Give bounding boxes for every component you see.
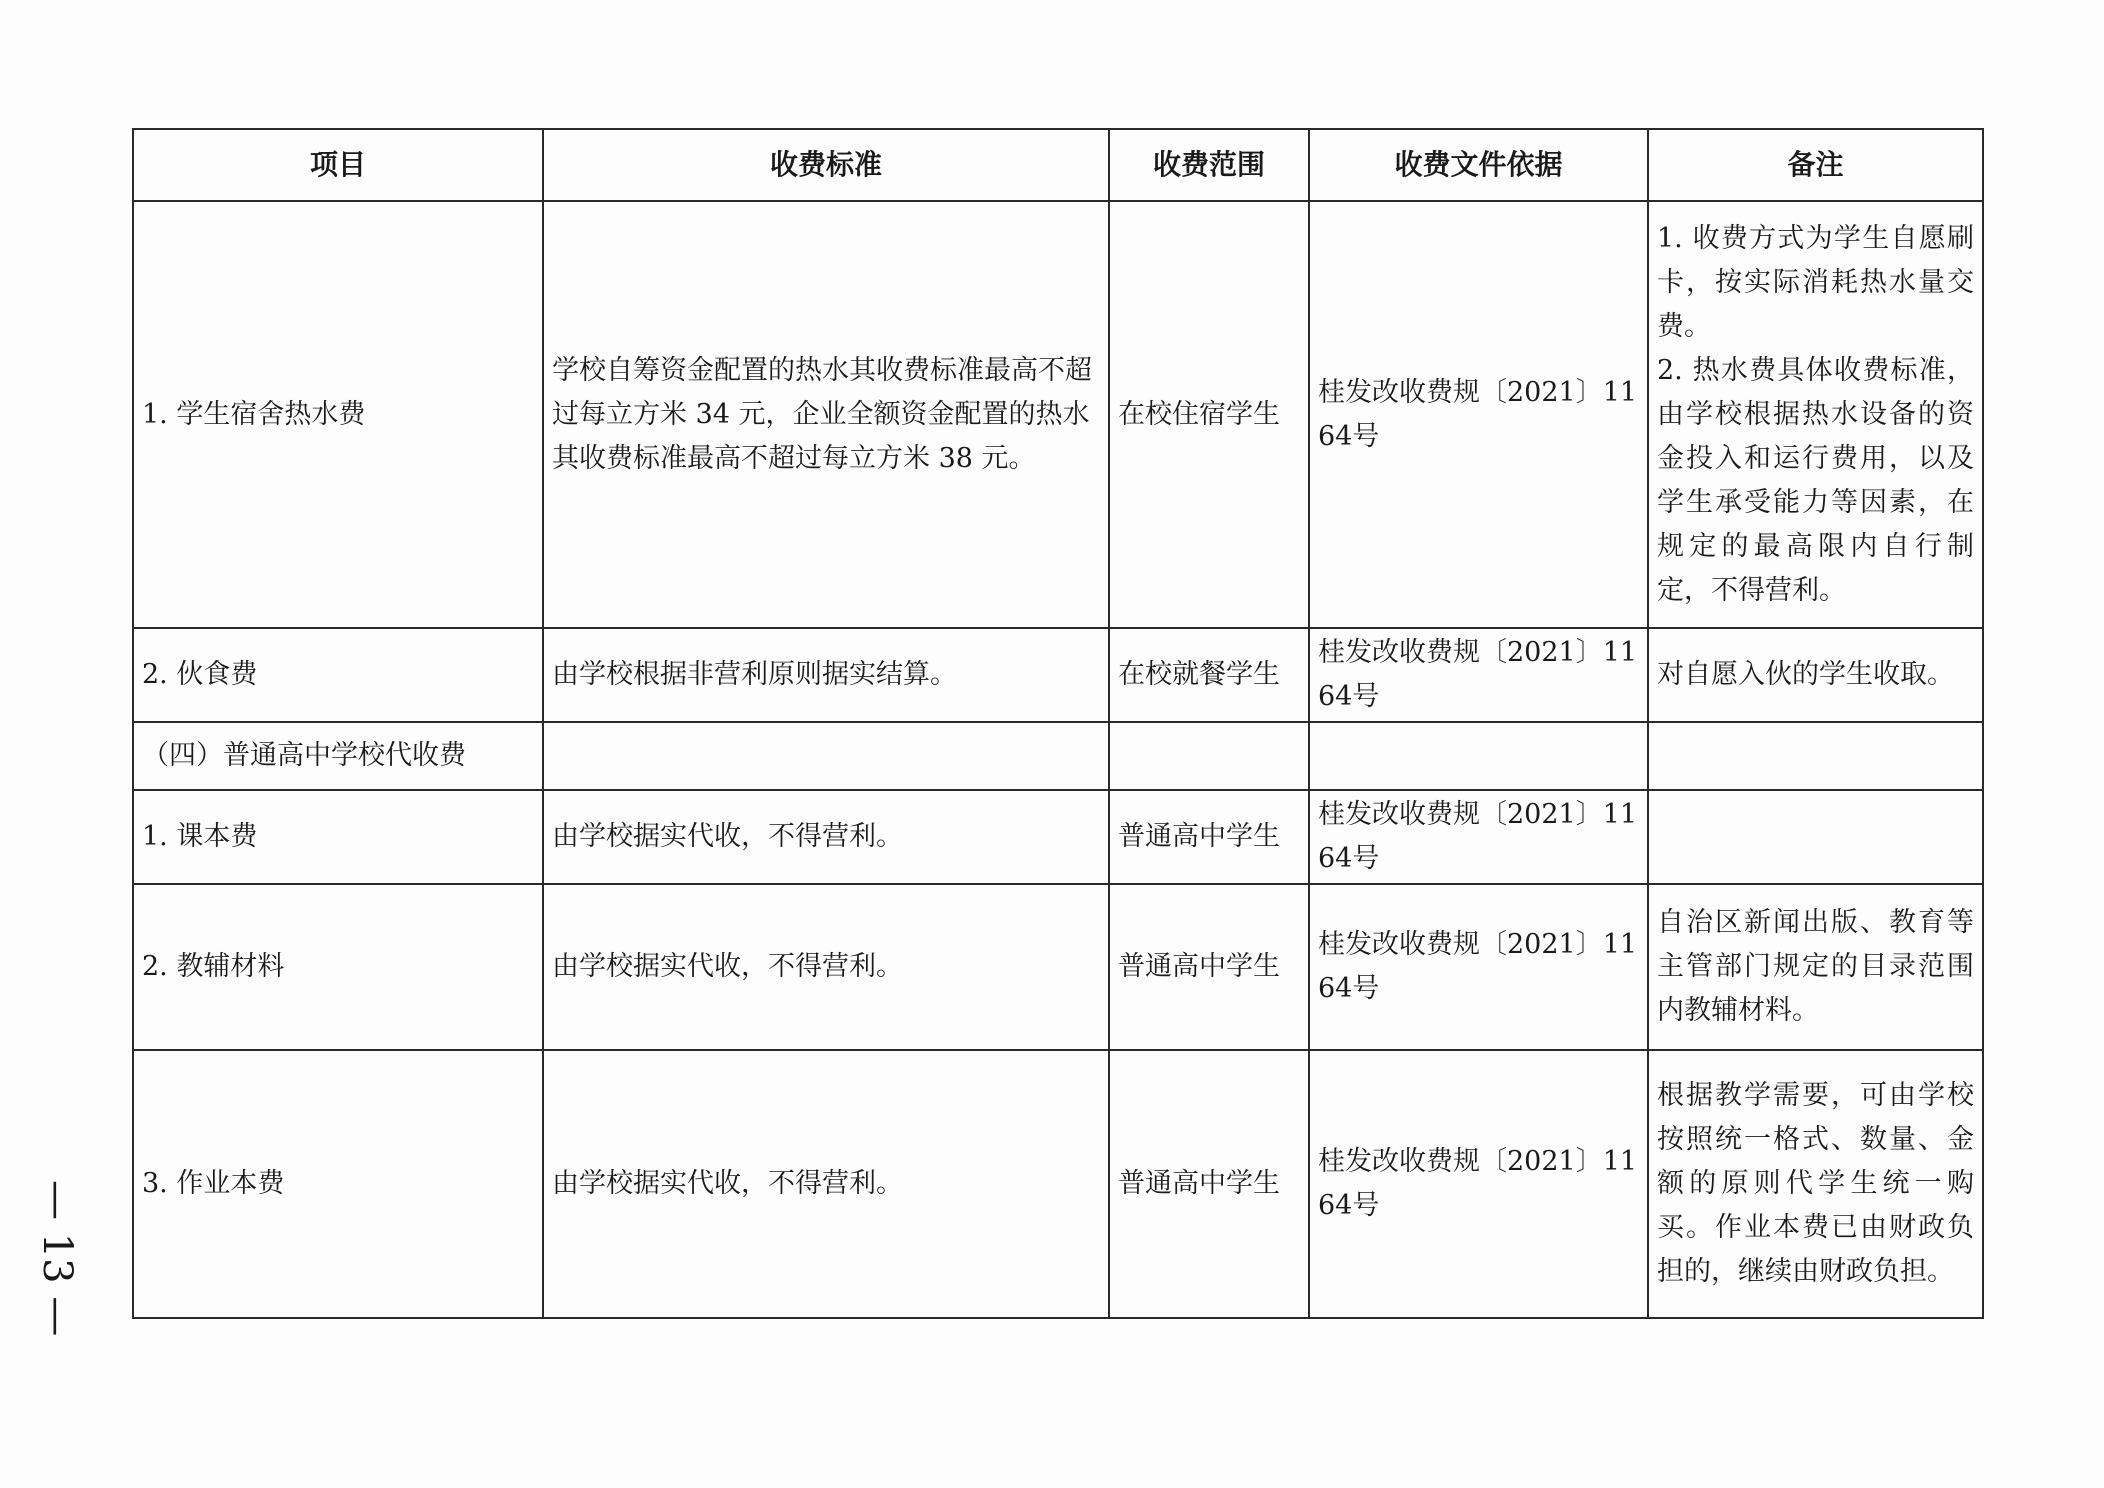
table-row [133, 790, 1983, 884]
note-line-2: 2. 热水费具体收费标准，由学校根据热水设备的资金投入和运行费用，以及学生承受能力等因素，在规定的最高限内自行制定，不得营利。 [1657, 354, 1974, 606]
table-row [133, 1050, 1983, 1318]
table-row [133, 884, 1983, 1050]
cell-item: 1. 课本费 [133, 790, 543, 884]
cell-note: 根据教学需要，可由学校按照统一格式、数量、金额的原则代学生统一购买。作业本费已由财政负担的，继续由财政负担。 [1648, 1050, 1983, 1318]
cell-scope: 普通高中学生 [1109, 884, 1309, 1050]
cell-scope: 在校住宿学生 [1109, 201, 1309, 628]
table-row [133, 628, 1983, 722]
fee-table [132, 128, 1984, 1319]
cell-item: 2. 伙食费 [133, 628, 543, 722]
page-number: — 13 — [34, 1180, 80, 1337]
cell-empty [543, 722, 1109, 790]
note-line-1: 1. 收费方式为学生自愿刷卡，按实际消耗热水量交费。 [1657, 222, 1974, 342]
cell-item: 3. 作业本费 [133, 1050, 543, 1318]
header-scope: 收费范围 [1109, 129, 1309, 201]
cell-basis: 桂发改收费规〔2021〕1164号 [1309, 790, 1648, 884]
cell-standard: 由学校据实代收，不得营利。 [543, 884, 1109, 1050]
cell-note: 对自愿入伙的学生收取。 [1648, 628, 1983, 722]
cell-basis: 桂发改收费规〔2021〕1164号 [1309, 201, 1648, 628]
cell-basis: 桂发改收费规〔2021〕1164号 [1309, 628, 1648, 722]
cell-scope: 在校就餐学生 [1109, 628, 1309, 722]
table-header-row [133, 129, 1983, 201]
cell-item: 1. 学生宿舍热水费 [133, 201, 543, 628]
cell-standard: 由学校据实代收，不得营利。 [543, 1050, 1109, 1318]
cell-basis: 桂发改收费规〔2021〕1164号 [1309, 1050, 1648, 1318]
table-row [133, 201, 1983, 628]
cell-item: 2. 教辅材料 [133, 884, 543, 1050]
cell-scope: 普通高中学生 [1109, 1050, 1309, 1318]
header-standard: 收费标准 [543, 129, 1109, 201]
cell-empty [1648, 722, 1983, 790]
header-note: 备注 [1648, 129, 1983, 201]
cell-empty [1109, 722, 1309, 790]
cell-standard: 学校自筹资金配置的热水其收费标准最高不超过每立方米 34 元，企业全额资金配置的热水其收费标准最高不超过每立方米 38 元。 [543, 201, 1109, 628]
cell-scope: 普通高中学生 [1109, 790, 1309, 884]
header-basis: 收费文件依据 [1309, 129, 1648, 201]
cell-standard: 由学校据实代收，不得营利。 [543, 790, 1109, 884]
section-title: （四）普通高中学校代收费 [133, 722, 543, 790]
cell-standard: 由学校根据非营利原则据实结算。 [543, 628, 1109, 722]
cell-note [1648, 201, 1983, 628]
header-item: 项目 [133, 129, 543, 201]
cell-note: 自治区新闻出版、教育等主管部门规定的目录范围内教辅材料。 [1648, 884, 1983, 1050]
cell-basis: 桂发改收费规〔2021〕1164号 [1309, 884, 1648, 1050]
section-row [133, 722, 1983, 790]
cell-note [1648, 790, 1983, 884]
cell-empty [1309, 722, 1648, 790]
